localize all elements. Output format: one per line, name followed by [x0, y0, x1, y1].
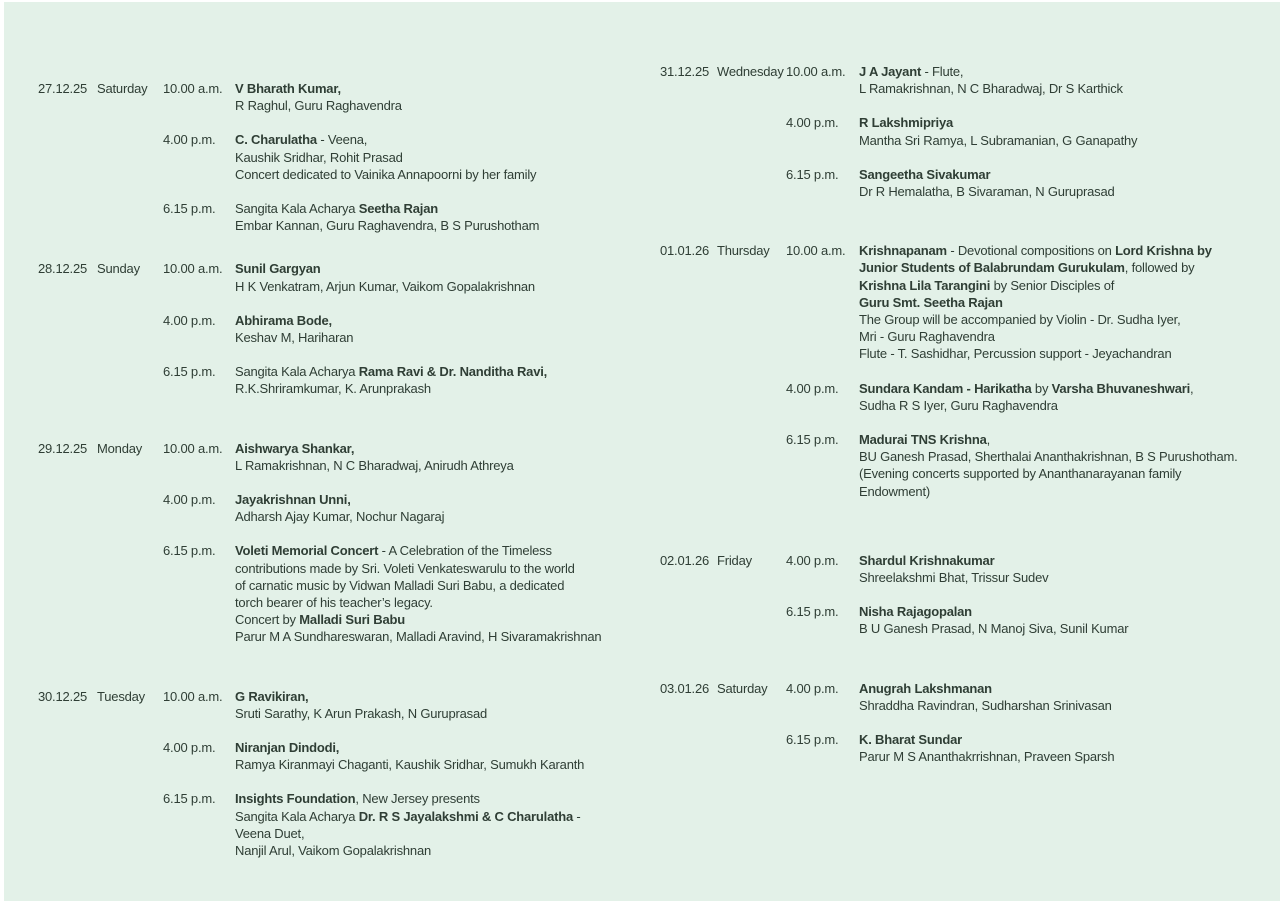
concert-lines [235, 440, 514, 474]
time-label: 6.15 p.m. [163, 364, 216, 380]
concert-lines [235, 491, 444, 525]
time-label: 10.00 a.m. [163, 440, 223, 456]
concert-line [859, 697, 1112, 714]
concert-lines [859, 680, 1112, 714]
concert-line [235, 131, 536, 148]
concert-text: - [573, 808, 581, 824]
concert-line [859, 183, 1115, 200]
concert-lines [859, 242, 1212, 362]
date-label: 02.01.26 [660, 552, 710, 568]
session-row [786, 380, 1280, 414]
concert-text: - A Celebration of the Timeless [378, 543, 552, 559]
concert-lines [235, 542, 601, 645]
session-row [163, 440, 648, 474]
concert-line [235, 491, 444, 508]
concert-text: Sangita Kala Acharya [235, 364, 359, 380]
concert-text: Kaushik Sridhar, Rohit Prasad [235, 149, 403, 165]
session-row [786, 63, 1280, 97]
date-label: 28.12.25 [38, 261, 88, 277]
concert-text-bold: J A Jayant [859, 64, 922, 79]
concert-text-bold: Anugrah Lakshmanan [859, 680, 992, 696]
time-label: 6.15 p.m. [163, 543, 216, 559]
concert-line [859, 448, 1238, 465]
time-label: 6.15 p.m. [786, 604, 839, 620]
concert-line [859, 483, 1238, 500]
session-row [163, 312, 648, 346]
date-label: 27.12.25 [38, 81, 88, 96]
concert-line [859, 465, 1238, 482]
concert-line [859, 397, 1193, 414]
concert-text-bold: Rama Ravi & Dr. Nanditha Ravi, [358, 364, 548, 380]
concert-lines [235, 688, 487, 722]
session-row [786, 242, 1280, 362]
concert-text: L Ramakrishnan, N C Bharadwaj, Dr S Karthick [859, 81, 1123, 97]
concert-text-bold: Sangeetha Sivakumar [859, 166, 991, 182]
concert-line [235, 278, 535, 295]
concert-text: BU Ganesh Prasad, Sherthalai Ananthakrishnan, B S Purushotham. [859, 449, 1238, 465]
concert-line [859, 748, 1114, 765]
concert-line [859, 731, 1114, 748]
concert-line [859, 311, 1212, 328]
concert-text-bold: K. Bharat Sundar [859, 732, 962, 748]
concert-text: Sangita Kala Acharya [235, 201, 359, 217]
date-group [660, 552, 1280, 638]
concert-text-bold: Jayakrishnan Unni, [235, 492, 351, 508]
session-row [163, 260, 648, 294]
concert-line [859, 680, 1112, 697]
concert-text: Endowment) [859, 483, 930, 499]
concert-text-bold: Madurai TNS Krishna [859, 432, 987, 448]
concert-text: The Group will be accompanied by Violin - Dr. Sudha Iyer, [859, 312, 1181, 328]
sessions-list [786, 242, 1280, 500]
concert-line [235, 628, 601, 645]
concert-lines [859, 114, 1137, 148]
concert-text-bold: Nisha Rajagopalan [859, 604, 972, 620]
date-group [660, 242, 1280, 500]
concert-text: - Devotional compositions on [946, 243, 1116, 259]
concert-text-bold: Shardul Krishnakumar [859, 552, 995, 568]
concert-text-bold: Junior Students of Balabrundam Gurukulam [859, 260, 1125, 276]
concert-text-bold: Seetha Rajan [358, 201, 438, 217]
concert-lines [859, 603, 1128, 637]
concert-text-bold: Abhirama Bode, [235, 312, 332, 328]
concert-text: Shreelakshmi Bhat, Trissur Sudev [859, 570, 1049, 586]
concert-line [235, 611, 601, 628]
concert-line [235, 560, 601, 577]
concert-text-bold: Lord Krishna by [1115, 243, 1212, 259]
concert-text-bold: Dr. R S Jayalakshmi & C Charulatha [358, 808, 574, 824]
date-group [38, 260, 648, 397]
time-label: 4.00 p.m. [786, 380, 839, 396]
time-label: 4.00 p.m. [163, 312, 216, 328]
concert-text: Veena Duet, [235, 825, 305, 841]
time-label: 6.15 p.m. [786, 432, 839, 448]
sessions-list [163, 688, 648, 860]
concert-text-bold: G Ravikiran, [235, 688, 309, 704]
sessions-list [786, 63, 1280, 200]
schedule-page [4, 2, 1280, 901]
concert-line [859, 114, 1137, 131]
day-label: Tuesday [97, 688, 145, 704]
session-row [163, 200, 648, 234]
concert-text-bold: C. Charulatha [235, 132, 317, 148]
session-row [786, 114, 1280, 148]
concert-line [235, 149, 536, 166]
day-label: Saturday [717, 680, 768, 696]
session-row [163, 491, 648, 525]
concert-text: Keshav M, Hariharan [235, 330, 354, 346]
time-label: 10.00 a.m. [786, 243, 846, 259]
concert-line [859, 431, 1238, 448]
date-label: 30.12.25 [38, 688, 88, 704]
concert-text: Mri - Guru Raghavendra [859, 329, 995, 345]
concert-line [859, 132, 1137, 149]
time-label: 10.00 a.m. [163, 688, 223, 704]
day-label: Monday [97, 440, 143, 456]
concert-line [859, 277, 1212, 294]
concert-text-bold: Malladi Suri Babu [299, 612, 405, 628]
concert-text: - Veena, [316, 132, 368, 148]
concert-text: contributions made by Sri. Voleti Venkateswarulu to the world [235, 560, 575, 576]
concert-lines [235, 363, 547, 397]
date-label: 29.12.25 [38, 440, 88, 456]
day-label: Thursday [717, 243, 770, 259]
concert-text: Nanjil Arul, Vaikom Gopalakrishnan [235, 843, 432, 859]
concert-text-bold: Voleti Memorial Concert [235, 543, 379, 559]
concert-line [235, 808, 581, 825]
concert-text: Sruti Sarathy, K Arun Prakash, N Guruprasad [235, 705, 488, 721]
concert-text: by Senior Disciples of [990, 277, 1115, 293]
concert-line [235, 705, 487, 722]
concert-text-bold: Niranjan Dindodi, [235, 740, 340, 756]
concert-line [235, 688, 487, 705]
date-label: 03.01.26 [660, 680, 710, 696]
time-label: 6.15 p.m. [163, 201, 216, 217]
time-label: 10.00 a.m. [163, 81, 223, 96]
concert-line [235, 217, 539, 234]
time-label: 4.00 p.m. [163, 132, 216, 148]
time-label: 4.00 p.m. [786, 552, 839, 568]
concert-line [235, 457, 514, 474]
concert-lines [859, 431, 1238, 500]
day-label: Sunday [97, 261, 140, 277]
concert-line [235, 80, 402, 97]
concert-line [235, 594, 601, 611]
schedule-column-left [38, 80, 648, 901]
concert-text: H K Venkatram, Arjun Kumar, Vaikom Gopalakrishnan [235, 278, 535, 294]
concert-text-bold: Sundara Kandam - Harikatha [859, 380, 1032, 396]
concert-line [859, 328, 1212, 345]
concert-line [235, 440, 514, 457]
session-row [786, 603, 1280, 637]
concert-lines [235, 131, 536, 183]
concert-line [235, 363, 547, 380]
concert-lines [859, 166, 1115, 200]
concert-lines [235, 200, 539, 234]
sessions-list [163, 80, 648, 234]
time-label: 4.00 p.m. [786, 115, 839, 131]
concert-line [235, 739, 584, 756]
concert-line [859, 80, 1123, 97]
concert-line [235, 260, 535, 277]
concert-text: Shraddha Ravindran, Sudharshan Srinivasan [859, 697, 1112, 713]
concert-line [859, 552, 1048, 569]
session-row [163, 790, 648, 859]
concert-line [859, 380, 1193, 397]
concert-text: R.K.Shriramkumar, K. Arunprakash [235, 381, 431, 397]
concert-text: Mantha Sri Ramya, L Subramanian, G Ganapathy [859, 132, 1138, 148]
date-label: 01.01.26 [660, 243, 710, 259]
time-label: 6.15 p.m. [163, 791, 216, 807]
date-group [660, 680, 1280, 766]
concert-line [235, 542, 601, 559]
concert-text: , [986, 432, 991, 448]
concert-lines [235, 790, 581, 859]
concert-text-bold: Aishwarya Shankar, [235, 440, 355, 456]
concert-line [235, 329, 353, 346]
concert-text: , followed by [1124, 260, 1195, 276]
concert-line [859, 63, 1123, 80]
concert-line [859, 620, 1128, 637]
concert-line [859, 603, 1128, 620]
session-row [786, 431, 1280, 500]
concert-lines [859, 731, 1114, 765]
time-label: 4.00 p.m. [163, 492, 216, 508]
concert-line [235, 756, 584, 773]
concert-text: R Raghul, Guru Raghavendra [235, 98, 402, 114]
concert-text-bold: Sunil Gargyan [235, 261, 321, 277]
concert-text: Embar Kannan, Guru Raghavendra, B S Purushotham [235, 218, 540, 234]
concert-line [235, 380, 547, 397]
concert-text: , New Jersey presents [355, 791, 480, 807]
concert-line [235, 790, 581, 807]
concert-lines [859, 552, 1048, 586]
time-label: 4.00 p.m. [163, 740, 216, 756]
concert-text: B U Ganesh Prasad, N Manoj Siva, Sunil Kumar [859, 621, 1129, 637]
concert-lines [859, 63, 1123, 97]
session-row [163, 739, 648, 773]
concert-text-bold: V Bharath Kumar, [235, 81, 341, 96]
concert-text: Adharsh Ajay Kumar, Nochur Nagaraj [235, 509, 445, 525]
concert-line [235, 200, 539, 217]
concert-lines [235, 80, 402, 114]
session-row [163, 80, 648, 114]
day-label: Friday [717, 552, 752, 568]
sessions-list [786, 552, 1280, 638]
session-row [163, 688, 648, 722]
sessions-list [163, 440, 648, 646]
concert-text: Concert dedicated to Vainika Annapoorni by her family [235, 166, 537, 182]
concert-lines [235, 312, 353, 346]
session-row [786, 731, 1280, 765]
concert-text: (Evening concerts supported by Ananthanarayanan family [859, 466, 1182, 482]
time-label: 6.15 p.m. [786, 166, 839, 182]
concert-text: - Flute, [921, 64, 964, 79]
concert-text-bold: Krishnapanam [859, 243, 947, 259]
session-row [163, 363, 648, 397]
time-label: 10.00 a.m. [163, 261, 223, 277]
concert-line [859, 166, 1115, 183]
session-row [163, 542, 648, 645]
concert-text-bold: Varsha Bhuvaneshwari [1051, 380, 1191, 396]
day-label: Saturday [97, 81, 148, 96]
concert-line [235, 842, 581, 859]
concert-lines [859, 380, 1193, 414]
concert-text-bold: Krishna Lila Tarangini [859, 277, 991, 293]
schedule-column-right [660, 63, 1280, 807]
concert-text-bold: Guru Smt. Seetha Rajan [859, 294, 1003, 310]
concert-text: of carnatic music by Vidwan Malladi Suri Babu, a dedicated [235, 577, 565, 593]
concert-text: L Ramakrishnan, N C Bharadwaj, Anirudh Athreya [235, 457, 514, 473]
concert-lines [235, 260, 535, 294]
concert-line [235, 166, 536, 183]
concert-line [235, 312, 353, 329]
sessions-list [163, 260, 648, 397]
concert-text: torch bearer of his teacher’s legacy. [235, 595, 433, 611]
concert-text: Concert by [235, 612, 300, 628]
concert-text: Parur M A Sundhareswaran, Malladi Aravind, H Sivaramakrishnan [235, 629, 602, 645]
time-label: 4.00 p.m. [786, 680, 839, 696]
session-row [786, 166, 1280, 200]
concert-text: Sudha R S Iyer, Guru Raghavendra [859, 397, 1058, 413]
date-group [38, 688, 648, 860]
concert-text: Flute - T. Sashidhar, Percussion support - Jeyachandran [859, 346, 1172, 362]
date-label: 31.12.25 [660, 64, 710, 79]
concert-line [859, 569, 1048, 586]
time-label: 6.15 p.m. [786, 732, 839, 748]
time-label: 10.00 a.m. [786, 64, 846, 79]
concert-line [235, 577, 601, 594]
concert-text-bold: Insights Foundation [235, 791, 356, 807]
concert-line [235, 97, 402, 114]
concert-text: by [1031, 380, 1052, 396]
concert-text: Parur M S Ananthakrrishnan, Praveen Sparsh [859, 749, 1115, 765]
day-label: Wednesday [717, 64, 784, 79]
concert-text: , [1190, 380, 1194, 396]
concert-line [859, 259, 1212, 276]
date-group [660, 63, 1280, 200]
date-group [38, 440, 648, 646]
concert-text-bold: R Lakshmipriya [859, 115, 954, 131]
concert-line [859, 242, 1212, 259]
concert-text: Sangita Kala Acharya [235, 808, 359, 824]
date-group [38, 80, 648, 234]
concert-line [235, 825, 581, 842]
session-row [786, 680, 1280, 714]
sessions-list [786, 680, 1280, 766]
concert-line [235, 508, 444, 525]
concert-text: Ramya Kiranmayi Chaganti, Kaushik Sridhar, Sumukh Karanth [235, 757, 585, 773]
session-row [786, 552, 1280, 586]
concert-line [859, 345, 1212, 362]
concert-text: Dr R Hemalatha, B Sivaraman, N Guruprasad [859, 184, 1115, 200]
concert-lines [235, 739, 584, 773]
concert-line [859, 294, 1212, 311]
session-row [163, 131, 648, 183]
